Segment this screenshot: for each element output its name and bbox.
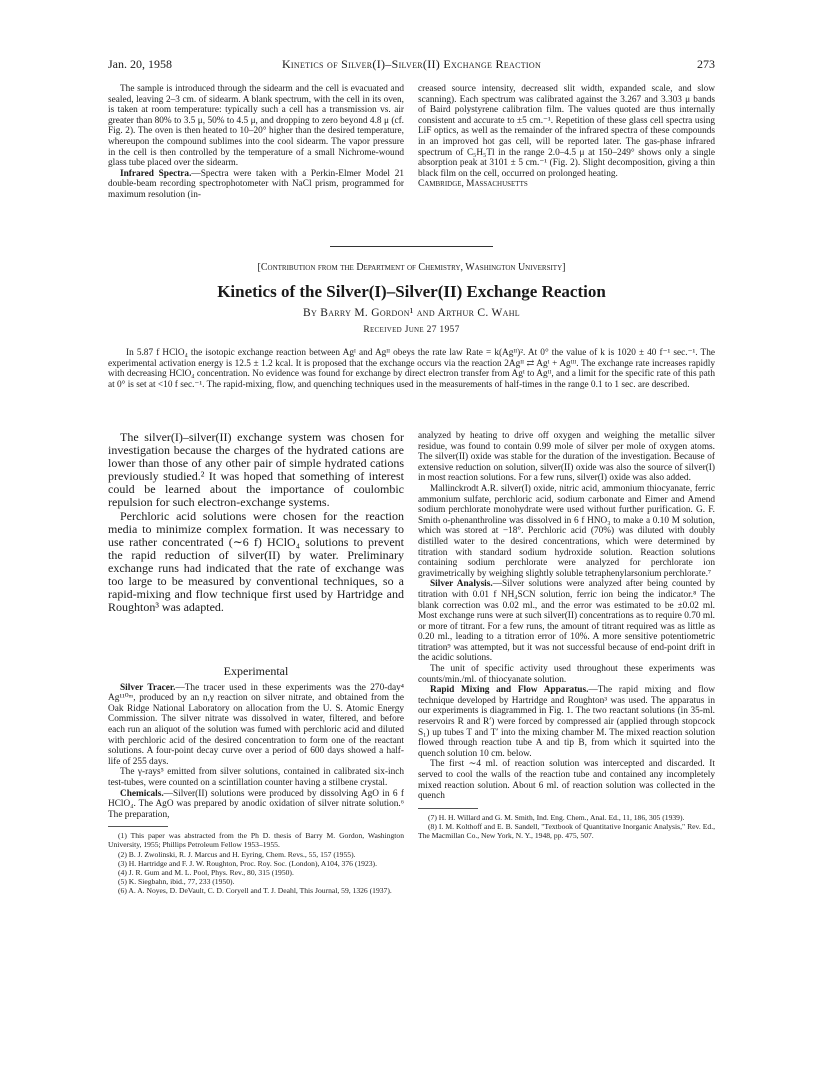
footnote: (1) This paper was abstracted from the Ph D. thesis of Barry M. Gordon, Washington University, 1955; Phillips Petroleum Fellow 1953–1955. <box>108 831 404 850</box>
chemicals-paragraph <box>108 789 404 821</box>
chemicals-heading: Chemicals. <box>120 788 164 799</box>
contribution-line: [Contribution from the Department of Chemistry, Washington University] <box>257 262 566 273</box>
article-authors: By Barry M. Gordon¹ and Arthur C. Wahl <box>303 307 520 319</box>
footnote-rule <box>418 808 478 809</box>
footnote-rule <box>108 826 168 827</box>
prev-article-left-column <box>108 84 404 201</box>
intro-paragraph: The silver(I)–silver(II) exchange system was chosen for investigation because the charges of the hydrated cations are lower than those of any other pair of simple hydrated cations previously studied.² It was hoped that something of interest could be learned about the importance of coulombic repulsion for such electron-exchange systems. <box>108 430 404 510</box>
prev-right-paragraph: creased source intensity, decreased slit width, expanded scale, and slow scanning). Each spectrum was calibrated against the 3.267 and 3.303 μ bands of Baird polystyrene calibration film. The values quoted are thus internally consistent and accurate to ±5 cm.⁻¹. Repetition of these glass cell spectra using LiF optics, as well as the remainder of the infrared spectra of these compounds in an improved hot gas cell, will be reported later. The gas-phase infrared spectrum of C₅H₅Tl in the range 2.0–4.5 μ at 150–249° shows only a single absorption peak at 3101 ± 5 cm.⁻¹ (Fig. 2). Slight decomposition, giving a thin black film on the cell, occurred on prolonged heating. <box>418 84 715 179</box>
body-paragraph: Mallinckrodt A.R. silver(I) oxide, nitric acid, ammonium thiocyanate, ferric ammonium sulfate, perchloric acid, sodium carbonate and Eimer and Amend sodium perchlorate monohydrate were used without further purification. G. F. Smith o-phenanthroline was dissolved in 6 f HNO₃ to make a 0.10 M solution, which was stored at −18°. Perchloric acid (70%) was diluted with doubly distilled water to the desired concentrations, which were determined by titration with standard sodium hydroxide solution. Reaction solutions containing sodium perchlorate were analyzed for perchlorate ion gravimetrically by weighing slightly soluble tetraphenylarsonium perchlorate.⁷ <box>418 483 715 579</box>
footnote: (2) B. J. Zwolinski, R. J. Marcus and H. Eyring, Chem. Revs., 55, 157 (1955). <box>118 849 356 859</box>
header-page-number: 273 <box>697 57 715 71</box>
prev-article-right-column <box>418 84 715 190</box>
rapid-mixing-text: —The rapid mixing and flow technique developed by Hartridge and Roughton³ was used. The apparatus in our experiments is diagrammed in Fig. 1. The two reactant solutions (in 35-ml. reservoirs R and R′) were forced by compressed air (applied through stopcock S₁) up tubes T and T′ into the mixing chamber M. The mixed reaction solution flowed through reaction tube A and tip B, from which it squirted into the quench solution 10 cm. below. <box>418 685 715 759</box>
header-date: Jan. 20, 1958 <box>108 57 172 71</box>
received-date: Received June 27 1957 <box>363 325 460 335</box>
chemicals-text: —Silver(II) solutions were produced by dissolving AgO in 6 f HClO₄. The AgO was prepared by anodic oxidation of silver nitrate solution.⁶ The preparation, <box>108 788 404 820</box>
rapid-mixing-paragraph <box>418 685 715 759</box>
footnote: (6) A. A. Noyes, D. DeVault, C. D. Coryell and T. J. Deahl, This Journal, 59, 1326 (1937). <box>118 885 392 895</box>
unit-paragraph: The unit of specific activity used throughout these experiments was counts/min./ml. of thiocyanate solution. <box>418 664 715 685</box>
article-right-column <box>418 431 715 840</box>
footnote: (8) I. M. Kolthoff and E. B. Sandell, "Textbook of Quantitative Inorganic Analysis," Rev. Ed., The Macmillan Co., New York, N. Y., 1948, pp. 475, 507. <box>418 821 715 840</box>
silver-analysis-paragraph <box>418 579 715 664</box>
prev-affiliation: Cambridge, Massachusetts <box>418 179 528 190</box>
ir-heading: Infrared Spectra. <box>120 168 192 179</box>
body-paragraph: analyzed by heating to drive off oxygen and weighing the metallic silver residue, was found to contain 0.99 mole of silver per mole of oxygen atoms. The silver(II) oxide was stable for the duration of the investigation. Because of extensive reduction on solution, silver(II) oxide was also the source of silver(I) in most reaction solutions. For a few runs, silver(I) oxide was also added. <box>418 431 715 484</box>
tracer-paragraph <box>108 683 404 768</box>
ir-text: —Spectra were taken with a Perkin-Elmer Model 21 double-beam recording spectrophotometer with NaCl prism, programmed for maximum resolution (in- <box>108 168 404 200</box>
prev-ir-paragraph <box>108 169 404 201</box>
footnotes-right <box>418 813 715 840</box>
running-header <box>108 57 715 73</box>
footnote: (7) H. H. Willard and G. M. Smith, Ind. Eng. Chem., Anal. Ed., 11, 186, 305 (1939). <box>428 812 685 822</box>
article-left-column <box>108 431 404 614</box>
intro-paragraph: Perchloric acid solutions were chosen for the reaction media to minimize complex formation. It was necessary to use rather concentrated (∼6 f) HClO₄ solutions to prevent the rapid reduction of silver(II) by water. Preliminary exchange runs had indicated that the rate of exchange was too large to be measured by conventional techniques, so a rapid-mixing and flow technique first used by Hartridge and Roughton³ was adapted. <box>108 508 404 615</box>
gamma-paragraph: The γ-rays⁵ emitted from silver solutions, contained in calibrated six-inch test-tubes, were counted on a scintillation counter having a stilbene crystal. <box>108 767 404 788</box>
tracer-text: —The tracer used in these experiments was the 270-day⁴ Ag¹¹⁰ᵐ, produced by an n,γ reaction on silver nitrate, and obtained from the Oak Ridge National Laboratory on allocation from the U. S. Atomic Energy Commission. The silver nitrate was dissolved in water, filtered, and before each run an aliquot of the solution was fumed with perchloric acid and diluted with perchloric acid of the desired concentration to form one of the reactant solutions. A four-point decay curve over a period of 600 days showed a half-life of 255 days. <box>108 682 404 767</box>
experimental-section <box>108 658 404 895</box>
silver-analysis-text: —Silver solutions were analyzed after being counted by titration with 0.01 f NH₄SCN solution, ferric ion being the indicator.⁸ The blank correction was 0.02 ml., and the error was estimated to be ±0.02 ml. Most exchange runs were at such silver(II) concentrations as to require 0.70 ml. or more of titrant. For a few runs, the amount of titrant required was as little as 0.20 ml., leading to a titration error of 10%. A more sensitive potentiometric titration⁹ was attempted, but it was not successful because of end-point drift in the acidic solutions. <box>418 579 716 664</box>
footnotes-left <box>108 831 404 895</box>
tracer-heading: Silver Tracer. <box>120 682 176 693</box>
footnote: (4) J. R. Gum and M. L. Pool, Phys. Rev., 80, 315 (1950). <box>118 867 294 877</box>
first-ml-paragraph: The first ∼4 ml. of reaction solution was intercepted and discarded. It served to cool the walls of the reaction tube and contained any incompletely mixed reaction solution. About 6 ml. of reaction solution was collected in the quench <box>418 759 715 802</box>
silver-analysis-heading: Silver Analysis. <box>430 579 493 590</box>
experimental-heading: Experimental <box>223 664 289 678</box>
abstract: In 5.87 f HClO₄ the isotopic exchange reaction between Agᴵ and Agᴵᴵ obeys the rate law Rate = k(Agᴵᴵ)². At 0° the value of k is 1020 ± 40 f⁻¹ sec.⁻¹. The experimental activation energy is 12.5 ± 1.2 kcal. It is proposed that the exchange occurs via the reaction 2Agᴵᴵ ⇄ Agᴵ + Agᴵᴵᴵ. The exchange rate increases rapidly with decreasing HClO₄ concentration. No evidence was found for exchange by direct electron transfer from Agᴵ to Agᴵᴵ, and a limit for the specific rate of this path at 0° is set at <10 f sec.⁻¹. The rapid-mixing, flow, and quenching techniques used in the measurements of half-times in the range 0.1 to 1 sec. are described. <box>108 348 715 390</box>
header-running-title: Kinetics of Silver(I)–Silver(II) Exchange Reaction <box>281 57 542 71</box>
prev-paragraph: The sample is introduced through the sidearm and the cell is evacuated and sealed, leaving 2–3 cm. of sidearm. A blank spectrum, with the cell in its oven, is taken at room temperature: typically such a cell has a transmission vs. air greater than 80% to 3.5 μ, 50% to 4.5 μ, and dropping to zero beyond 4.8 μ (cf. Fig. 2). The oven is then heated to 10–20° higher than the desired temperature, whereupon the compound sublimes into the cool sidearm. The vapor pressure in the cell is then controlled by the temperature of a small Nichrome-wound glass tube placed over the sidearm. <box>108 84 404 169</box>
article-separator-rule <box>330 246 493 247</box>
footnote: (5) K. Siegbahn, ibid., 77, 233 (1950). <box>118 876 235 886</box>
rapid-mixing-heading: Rapid Mixing and Flow Apparatus. <box>430 685 589 696</box>
footnote: (3) H. Hartridge and F. J. W. Roughton, Proc. Roy. Soc. (London), A104, 376 (1923). <box>118 858 377 868</box>
article-title: Kinetics of the Silver(I)–Silver(II) Exchange Reaction <box>217 282 606 301</box>
